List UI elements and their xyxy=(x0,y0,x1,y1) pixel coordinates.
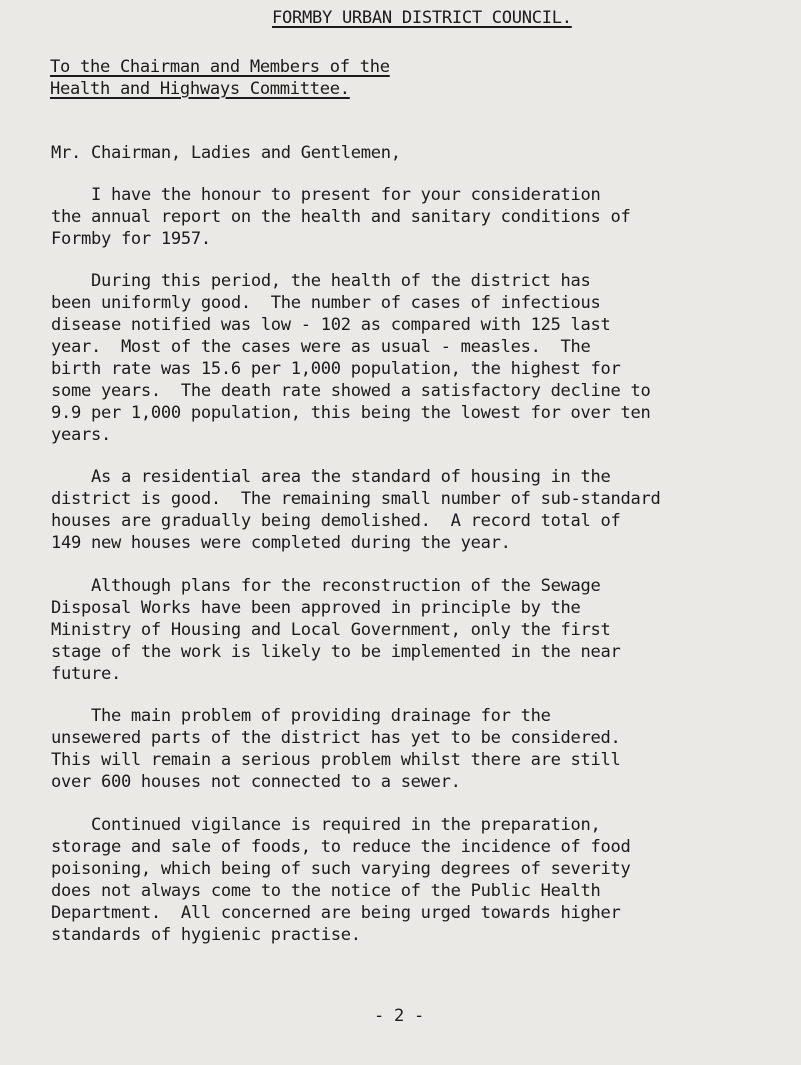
addressee-line-2: Health and Highways Committee. xyxy=(50,79,350,99)
paragraph-4-line: Although plans for the reconstruction of the Sewage xyxy=(51,576,601,596)
paragraph-3-line: district is good. The remaining small number of sub-standard xyxy=(51,489,661,509)
paragraph-2-line: birth rate was 15.6 per 1,000 population, the highest for xyxy=(51,359,621,379)
paragraph-5-line: over 600 houses not connected to a sewer. xyxy=(51,772,461,792)
addressee-line-1: To the Chairman and Members of the xyxy=(50,57,390,77)
paragraph-5-line: This will remain a serious problem whilst there are still xyxy=(51,750,621,770)
page-number: - 2 - xyxy=(374,1006,424,1026)
paragraph-3-line: houses are gradually being demolished. A record total of xyxy=(51,511,621,531)
document-title: FORMBY URBAN DISTRICT COUNCIL. xyxy=(272,8,572,28)
paragraph-2-line: been uniformly good. The number of cases of infectious xyxy=(51,293,601,313)
paragraph-2-line: During this period, the health of the district has xyxy=(51,271,591,291)
paragraph-1-line: the annual report on the health and sanitary conditions of xyxy=(51,207,631,227)
paragraph-4-line: Disposal Works have been approved in principle by the xyxy=(51,598,581,618)
paragraph-2-line: years. xyxy=(51,425,111,445)
paragraph-6-line: poisoning, which being of such varying degrees of severity xyxy=(51,859,631,879)
paragraph-2-line: 9.9 per 1,000 population, this being the lowest for over ten xyxy=(51,403,651,423)
paragraph-6-line: storage and sale of foods, to reduce the incidence of food xyxy=(51,837,631,857)
paragraph-3-line: As a residential area the standard of housing in the xyxy=(51,467,611,487)
paragraph-6-line: Department. All concerned are being urged towards higher xyxy=(51,903,621,923)
paragraph-1-line: Formby for 1957. xyxy=(51,229,211,249)
paragraph-3-line: 149 new houses were completed during the year. xyxy=(51,533,511,553)
paragraph-4-line: Ministry of Housing and Local Government, only the first xyxy=(51,620,611,640)
paragraph-6-line: standards of hygienic practise. xyxy=(51,925,361,945)
paragraph-1-line: I have the honour to present for your consideration xyxy=(51,185,601,205)
paragraph-4-line: stage of the work is likely to be implemented in the near xyxy=(51,642,621,662)
paragraph-6-line: Continued vigilance is required in the preparation, xyxy=(51,815,601,835)
salutation: Mr. Chairman, Ladies and Gentlemen, xyxy=(51,143,401,163)
paragraph-6-line: does not always come to the notice of the Public Health xyxy=(51,881,601,901)
paragraph-4-line: future. xyxy=(51,664,121,684)
paragraph-2-line: some years. The death rate showed a satisfactory decline to xyxy=(51,381,651,401)
paragraph-2-line: year. Most of the cases were as usual - measles. The xyxy=(51,337,591,357)
paragraph-2-line: disease notified was low - 102 as compared with 125 last xyxy=(51,315,611,335)
paragraph-5-line: The main problem of providing drainage for the xyxy=(51,706,551,726)
paragraph-5-line: unsewered parts of the district has yet to be considered. xyxy=(51,728,621,748)
